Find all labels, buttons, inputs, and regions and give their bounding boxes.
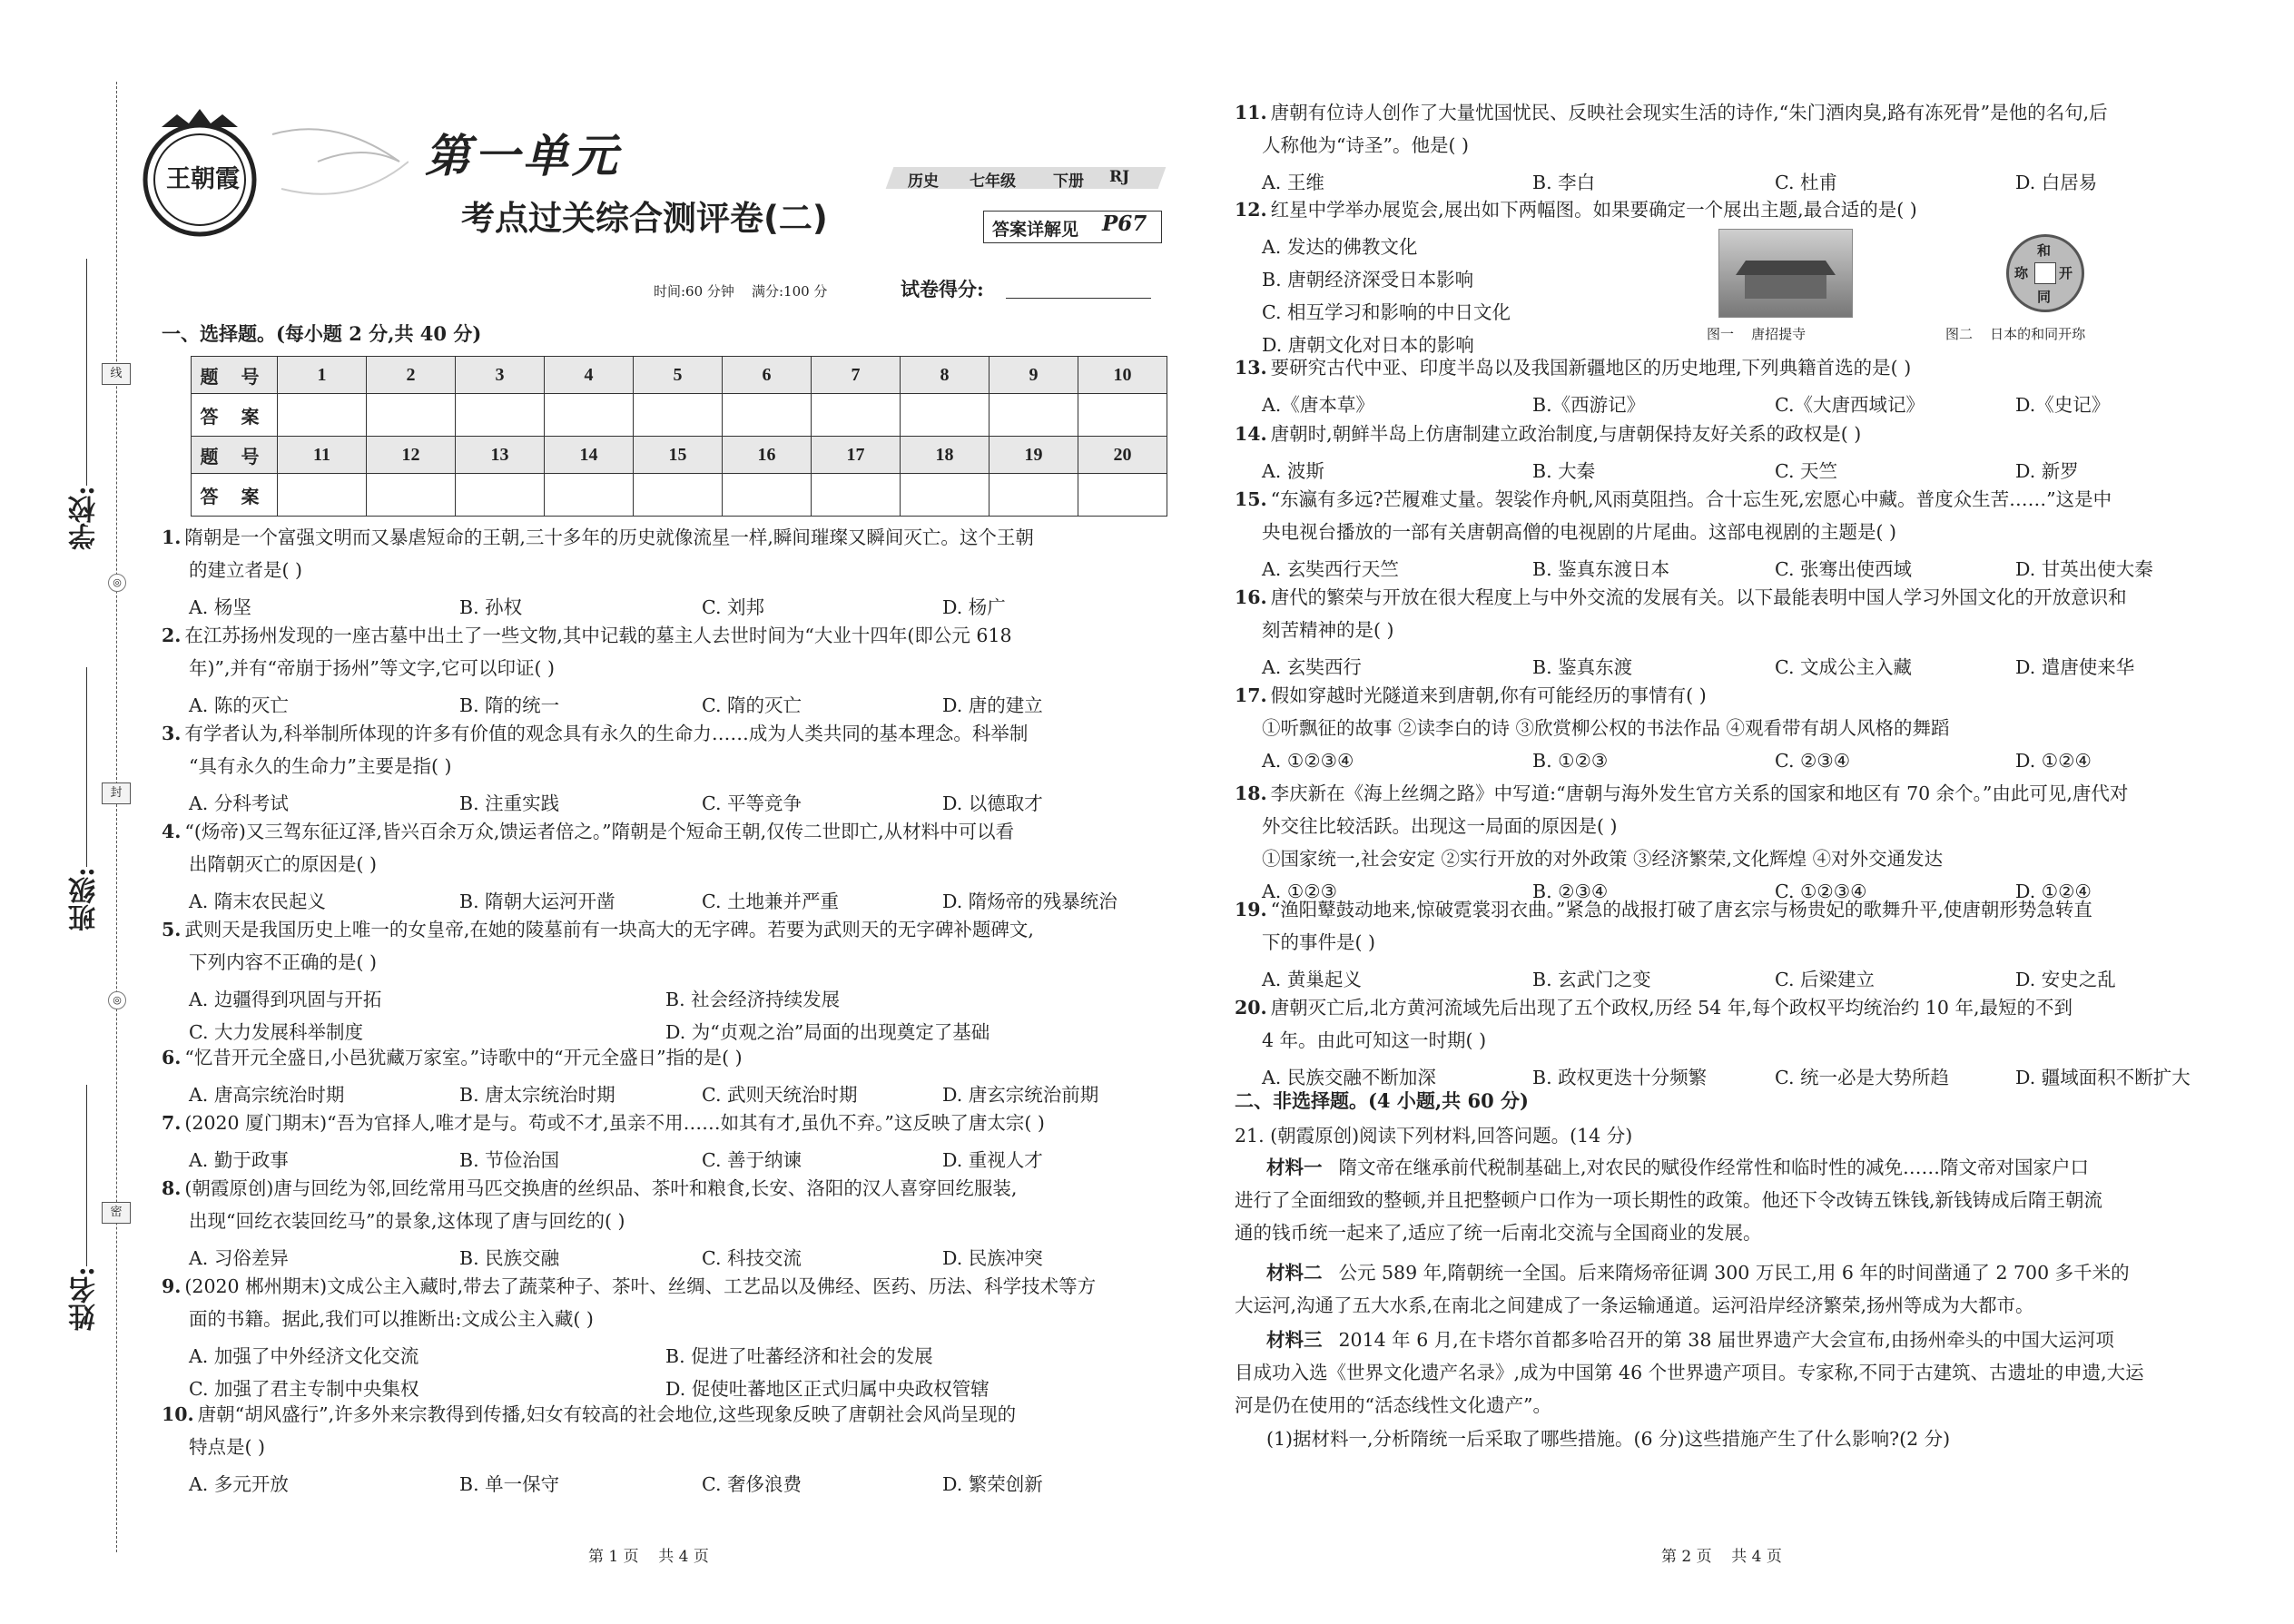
- answer-option[interactable]: B. ①②③: [1532, 750, 1609, 772]
- answer-option[interactable]: A. 唐高宗统治时期: [189, 1084, 345, 1106]
- class-label: 班级:: [69, 867, 101, 932]
- answer-option[interactable]: D. ①②④: [2015, 750, 2092, 772]
- question-stem: [162, 717, 1028, 750]
- section1-title: 一、选择题。(每小题 2 分,共 40 分): [162, 322, 482, 345]
- answer-option[interactable]: D. 安史之乱: [2015, 969, 2116, 990]
- grid-number: 10: [1078, 357, 1167, 394]
- answer-option[interactable]: D. 以德取才: [942, 792, 1043, 814]
- answer-option[interactable]: C. 杜甫: [1775, 172, 1837, 193]
- grid-number: 20: [1078, 437, 1167, 474]
- question-stem: [1235, 777, 2128, 810]
- tag-volume: 下册: [1053, 172, 1084, 191]
- grid-number: 6: [723, 357, 812, 394]
- answer-option[interactable]: A. 黄巢起义: [1262, 969, 1362, 990]
- score-blank[interactable]: [1006, 298, 1151, 299]
- question-text: 4 年。由此可知这一时期( ): [1262, 1029, 1487, 1051]
- material1-line: 隋文帝在继承前代税制基础上,对农民的赋役作经常性和临时性的减免……隋文帝对国家户口: [1338, 1156, 2090, 1178]
- grid-number: 2: [367, 357, 456, 394]
- coin-char: 同: [2037, 289, 2052, 305]
- answer-option[interactable]: A. 杨坚: [189, 596, 251, 618]
- question-text: (朝霞原创)唐与回纥为邻,回纥常用马匹交换唐的丝织品、茶叶和粮食,长安、洛阳的汉人喜穿回纥服装,: [184, 1177, 1018, 1199]
- answer-option[interactable]: A. 多元开放: [189, 1473, 289, 1495]
- answer-option[interactable]: C. 文成公主入藏: [1775, 656, 1912, 678]
- answer-option[interactable]: C. 统一必是大势所趋: [1775, 1067, 1949, 1088]
- question-text: (2020 郴州期末)文成公主入藏时,带去了蔬菜种子、茶叶、丝绸、工艺品以及佛经、医药、历法、科学技术等方: [184, 1275, 1097, 1297]
- answer-option[interactable]: C. 土地兼并严重: [702, 891, 839, 912]
- question-text: ①听飘征的故事 ②读李白的诗 ③欣赏柳公权的书法作品 ④观看带有胡人风格的舞蹈: [1262, 717, 1950, 739]
- wadokaichin-coin-icon: [2006, 234, 2084, 312]
- figure2-caption: 图二 日本的和同开珎: [1945, 326, 2086, 342]
- question-number: 13.: [1235, 357, 1267, 379]
- question-stem: [1235, 991, 2072, 1024]
- logo-text: 王朝霞: [166, 165, 240, 193]
- answer-option[interactable]: B. 政权更迭十分频繁: [1532, 1067, 1708, 1088]
- unit-title: 第一单元: [425, 130, 621, 182]
- tear-line: [116, 82, 117, 1552]
- answer-cell[interactable]: [456, 394, 545, 437]
- answer-option[interactable]: C. 张骞出使西域: [1775, 558, 1912, 580]
- score-label: 试卷得分:: [901, 278, 984, 300]
- answer-option[interactable]: C. 天竺: [1775, 460, 1837, 482]
- binding-clip-icon: ◎: [108, 991, 126, 1009]
- question-text: 唐代的繁荣与开放在很大程度上与中外交流的发展有关。以下最能表明中国人学习外国文化的开放意识和: [1270, 586, 2127, 608]
- q21-sub1: (1)据材料一,分析隋统一后采取了哪些措施。(6 分)这些措施产生了什么影响?(2 分): [1266, 1428, 1951, 1450]
- question-text: 唐朝有位诗人创作了大量忧国忧民、反映社会现实生活的诗作,“朱门酒肉臭,路有冻死骨”是他的名句,后: [1270, 102, 2108, 123]
- coin-char: 珎: [2014, 265, 2029, 281]
- tag-grade: 七年级: [970, 172, 1016, 191]
- question-stem: [1235, 483, 2112, 516]
- answer-option[interactable]: B. 促进了吐蕃经济和社会的发展: [665, 1345, 933, 1367]
- answer-option[interactable]: C. 善于纳谏: [702, 1149, 802, 1171]
- tag-subject: 历史: [908, 172, 939, 191]
- answer-option[interactable]: A. 分科考试: [189, 792, 289, 814]
- class-line: [86, 667, 87, 867]
- q21-intro: 21. (朝霞原创)阅读下列材料,回答问题。(14 分): [1235, 1125, 1633, 1147]
- grid-row-label: 题 号: [192, 437, 278, 474]
- seal-mark-line: 线: [102, 363, 131, 385]
- material2-line: 大运河,沟通了五大水系,在南北之间建成了一条运输通道。运河沿岸经济繁荣,扬州等成为大都市。: [1235, 1294, 2034, 1316]
- answer-option[interactable]: A. 波斯: [1262, 460, 1324, 482]
- answer-option[interactable]: A. 边疆得到巩固与开拓: [189, 989, 382, 1010]
- answer-option[interactable]: D. 唐的建立: [942, 694, 1043, 716]
- answer-option[interactable]: D. 疆域面积不断扩大: [2015, 1067, 2191, 1088]
- question-text: 唐朝“胡风盛行”,许多外来宗教得到传播,妇女有较高的社会地位,这些现象反映了唐朝社会风尚呈现的: [197, 1403, 1017, 1425]
- answer-option[interactable]: B. 注重实践: [459, 792, 560, 814]
- answer-option[interactable]: A. 民族交融不断加深: [1262, 1067, 1436, 1088]
- answer-option[interactable]: A. 玄奘西行: [1262, 656, 1362, 678]
- grid-number: 13: [456, 437, 545, 474]
- answer-option[interactable]: B. 唐朝经济深受日本影响: [1262, 269, 1474, 290]
- question-stem: [162, 521, 1034, 554]
- answer-option[interactable]: B. 民族交融: [459, 1247, 560, 1269]
- answer-cell[interactable]: [723, 474, 812, 517]
- answer-option[interactable]: B. 唐太宗统治时期: [459, 1084, 615, 1106]
- answer-cell[interactable]: [989, 474, 1078, 517]
- question-text: 外交往比较活跃。出现这一局面的原因是( ): [1262, 815, 1618, 837]
- answer-option[interactable]: B. 鉴真东渡: [1532, 656, 1633, 678]
- answer-grid: [191, 356, 1167, 517]
- answer-option[interactable]: D. ①②④: [2015, 881, 2092, 902]
- answer-cell[interactable]: [1078, 474, 1167, 517]
- answer-cell[interactable]: [812, 394, 901, 437]
- question-number: 1.: [162, 527, 182, 548]
- answer-option[interactable]: B. 隋朝大运河开凿: [459, 891, 615, 912]
- answer-option[interactable]: D. 唐朝文化对日本的影响: [1262, 334, 1474, 356]
- answer-option[interactable]: B. 社会经济持续发展: [665, 989, 841, 1010]
- question-stem: [1235, 679, 1707, 712]
- answer-option[interactable]: C.《大唐西域记》: [1775, 394, 1925, 416]
- question-stem: [162, 913, 1034, 946]
- grid-number: 11: [278, 437, 367, 474]
- grid-number: 16: [723, 437, 812, 474]
- name-line: [86, 1085, 87, 1266]
- section2-title: 二、非选择题。(4 小题,共 60 分): [1235, 1089, 1529, 1112]
- question-number: 4.: [162, 821, 182, 842]
- question-text: “东瀛有多远?芒履难丈量。袈裟作舟帆,风雨莫阻挡。合十忘生死,宏愿心中藏。普度众生苦……”这是中: [1270, 488, 2112, 510]
- answer-option[interactable]: D. 杨广: [942, 596, 1006, 618]
- question-text: 假如穿越时光隧道来到唐朝,你有可能经历的事情有( ): [1270, 684, 1707, 706]
- question-number: 5.: [162, 919, 182, 940]
- grid-number: 4: [545, 357, 634, 394]
- grid-answer-row: [192, 474, 1167, 517]
- question-text: 红星中学举办展览会,展出如下两幅图。如果要确定一个展出主题,最合适的是( ): [1270, 199, 1917, 221]
- grid-number: 9: [989, 357, 1078, 394]
- answer-cell[interactable]: [278, 474, 367, 517]
- answer-option[interactable]: D. 唐玄宗统治前期: [942, 1084, 1099, 1106]
- seal-mark-seal: 封: [102, 782, 131, 804]
- answer-option[interactable]: C. ①②③④: [1775, 881, 1867, 902]
- answer-option[interactable]: A. 勤于政事: [189, 1149, 289, 1171]
- tag-edition: RJ: [1109, 168, 1130, 186]
- answer-cell[interactable]: [812, 474, 901, 517]
- question-text: 年)”,并有“帝崩于扬州”等文字,它可以印证( ): [189, 657, 555, 679]
- question-stem: [162, 1041, 743, 1074]
- question-stem: [1235, 893, 2092, 926]
- answer-option[interactable]: A. 发达的佛教文化: [1262, 236, 1418, 258]
- question-text: 出现“回纥衣装回纥马”的景象,这体现了唐与回纥的( ): [189, 1210, 625, 1232]
- grid-row-label: 答 案: [192, 474, 278, 517]
- question-number: 18.: [1235, 782, 1267, 804]
- answer-option[interactable]: A. 玄奘西行天竺: [1262, 558, 1399, 580]
- answer-option[interactable]: C. 武则天统治时期: [702, 1084, 858, 1106]
- answer-option[interactable]: B.《西游记》: [1532, 394, 1646, 416]
- question-number: 19.: [1235, 899, 1267, 920]
- question-number: 6.: [162, 1047, 182, 1068]
- question-number: 9.: [162, 1275, 182, 1297]
- answer-cell[interactable]: [456, 474, 545, 517]
- binding-clip-icon: ◎: [108, 574, 126, 592]
- question-number: 7.: [162, 1112, 182, 1134]
- answer-option[interactable]: A. ①②③: [1262, 881, 1337, 902]
- page-number-left: 第 1 页 共 4 页: [588, 1548, 709, 1566]
- answer-cell[interactable]: [901, 394, 989, 437]
- grid-number: 7: [812, 357, 901, 394]
- answer-cell[interactable]: [367, 474, 456, 517]
- answer-cell[interactable]: [545, 394, 634, 437]
- answer-cell[interactable]: [545, 474, 634, 517]
- grid-row-label: 答 案: [192, 394, 278, 437]
- material3-line: 河是仍在使用的“活态线性文化遗产”。: [1235, 1394, 1551, 1416]
- grid-number: 15: [634, 437, 723, 474]
- question-text: “忆昔开元全盛日,小邑犹藏万家室。”诗歌中的“开元全盛日”指的是( ): [184, 1047, 743, 1068]
- question-number: 11.: [1235, 102, 1267, 123]
- question-number: 15.: [1235, 488, 1267, 510]
- answer-option[interactable]: D. 为“贞观之治”局面的出现奠定了基础: [665, 1021, 990, 1043]
- question-text: 下的事件是( ): [1262, 931, 1376, 953]
- question-text: 隋朝是一个富强文明而又暴虐短命的王朝,三十多年的历史就像流星一样,瞬间璀璨又瞬间灭亡。这个王朝: [184, 527, 1034, 548]
- answer-option[interactable]: A. 加强了中外经济文化交流: [189, 1345, 419, 1367]
- question-text: ①国家统一,社会安定 ②实行开放的对外政策 ③经济繁荣,文化辉煌 ④对外交通发达: [1262, 848, 1944, 870]
- question-number: 2.: [162, 625, 182, 646]
- grid-number: 17: [812, 437, 901, 474]
- answer-option[interactable]: C. 加强了君主专制中央集权: [189, 1378, 419, 1400]
- material3-line: 目成功入选《世界文化遗产名录》,成为中国第 46 个世界遗产项目。专家称,不同于古建筑、古遗址的申遗,大运: [1235, 1362, 2144, 1383]
- exam-title: 考点过关综合测评卷(二): [461, 199, 828, 238]
- question-stem: [1235, 193, 1917, 226]
- grid-number: 5: [634, 357, 723, 394]
- question-number: 12.: [1235, 199, 1267, 221]
- answer-option[interactable]: B. 孙权: [459, 596, 523, 618]
- answer-option[interactable]: C. 平等竞争: [702, 792, 802, 814]
- question-text: 央电视台播放的一部有关唐朝高僧的电视剧的片尾曲。这部电视剧的主题是( ): [1262, 521, 1897, 543]
- question-stem: [162, 619, 1012, 652]
- answer-option[interactable]: D. 民族冲突: [942, 1247, 1043, 1269]
- question-text: 在江苏扬州发现的一座古墓中出土了一些文物,其中记载的墓主人去世时间为“大业十四年(即公元 618: [184, 625, 1012, 646]
- question-text: 武则天是我国历史上唯一的女皇帝,在她的陵墓前有一块高大的无字碑。若要为武则天的无字碑补题碑文,: [184, 919, 1034, 940]
- answer-option[interactable]: D. 甘英出使大秦: [2015, 558, 2153, 580]
- answer-option[interactable]: D. 重视人才: [942, 1149, 1043, 1171]
- answer-ref-page: P67: [1102, 212, 1147, 236]
- answer-option[interactable]: D. 促使吐蕃地区正式归属中央政权管辖: [665, 1378, 989, 1400]
- question-number: 10.: [162, 1403, 194, 1425]
- school-label: 学校:: [69, 486, 101, 551]
- question-number: 16.: [1235, 586, 1267, 608]
- question-stem: [162, 1398, 1016, 1431]
- answer-cell[interactable]: [901, 474, 989, 517]
- answer-option[interactable]: A. ①②③④: [1262, 750, 1354, 772]
- coin-char: 开: [2059, 265, 2073, 281]
- answer-option[interactable]: C. 科技交流: [702, 1247, 802, 1269]
- answer-option[interactable]: B. 大秦: [1532, 460, 1596, 482]
- grid-number-row: [192, 437, 1167, 474]
- question-number: 14.: [1235, 423, 1267, 445]
- answer-option[interactable]: A. 陈的灭亡: [189, 694, 289, 716]
- answer-cell[interactable]: [278, 394, 367, 437]
- school-line: [86, 259, 87, 486]
- answer-option[interactable]: A. 习俗差异: [189, 1247, 289, 1269]
- answer-option[interactable]: C. 大力发展科举制度: [189, 1021, 363, 1043]
- question-text: 要研究古代中亚、印度半岛以及我国新疆地区的历史地理,下列典籍首选的是( ): [1270, 357, 1912, 379]
- question-text: 有学者认为,科举制所体现的许多有价值的观念具有永久的生命力……成为人类共同的基本理念。科举制: [184, 723, 1029, 744]
- material2-line: 公元 589 年,隋朝统一全国。后来隋炀帝征调 300 万民工,用 6 年的时间凿通了 2 700 多千米的: [1338, 1262, 2130, 1284]
- answer-option[interactable]: D. 白居易: [2015, 172, 2098, 193]
- answer-ref-label: 答案详解见: [992, 220, 1079, 240]
- question-number: 20.: [1235, 997, 1267, 1019]
- grid-number: 12: [367, 437, 456, 474]
- answer-option[interactable]: D. 隋炀帝的残暴统治: [942, 891, 1117, 912]
- answer-cell[interactable]: [367, 394, 456, 437]
- grid-number: 14: [545, 437, 634, 474]
- answer-option[interactable]: A. 隋末农民起义: [189, 891, 326, 912]
- answer-option[interactable]: D. 繁荣创新: [942, 1473, 1043, 1495]
- answer-cell[interactable]: [1078, 394, 1167, 437]
- answer-option[interactable]: C. 隋的灭亡: [702, 694, 802, 716]
- answer-option[interactable]: B. 玄武门之变: [1532, 969, 1651, 990]
- seal-mark-secret: 密: [102, 1202, 131, 1224]
- grid-row-label: 题 号: [192, 357, 278, 394]
- answer-option[interactable]: A.《唐本草》: [1262, 394, 1374, 416]
- grid-number: 8: [901, 357, 989, 394]
- answer-option[interactable]: C. 后梁建立: [1775, 969, 1875, 990]
- question-stem: [162, 1270, 1096, 1303]
- question-stem: [1235, 351, 1911, 384]
- grid-number: 3: [456, 357, 545, 394]
- answer-cell[interactable]: [634, 474, 723, 517]
- answer-option[interactable]: B. 李白: [1532, 172, 1596, 193]
- answer-option[interactable]: A. 王维: [1262, 172, 1324, 193]
- material1-line: 进行了全面细致的整顿,并且把整顿户口作为一项长期性的政策。他还下令改铸五铢钱,新钱铸成后隋王朝流: [1235, 1189, 2103, 1211]
- question-text: 人称他为“诗圣”。他是( ): [1262, 134, 1469, 156]
- question-number: 3.: [162, 723, 182, 744]
- answer-cell[interactable]: [989, 394, 1078, 437]
- question-text: “具有永久的生命力”主要是指( ): [189, 755, 452, 777]
- question-text: 下列内容不正确的是( ): [189, 951, 378, 973]
- question-text: “渔阳鼙鼓动地来,惊破霓裳羽衣曲。”紧急的战报打破了唐玄宗与杨贵妃的歌舞升平,使唐朝形势急转直: [1270, 899, 2092, 920]
- toshodaiji-temple-image: [1718, 229, 1853, 318]
- answer-option[interactable]: D. 遣唐使来华: [2015, 656, 2135, 678]
- answer-option[interactable]: D.《史记》: [2015, 394, 2111, 416]
- grid-number: 1: [278, 357, 367, 394]
- question-text: 特点是( ): [189, 1436, 266, 1458]
- material3-label: 材料三: [1266, 1329, 1323, 1351]
- answer-option[interactable]: C. 刘邦: [702, 596, 764, 618]
- question-text: 的建立者是( ): [189, 559, 303, 581]
- answer-option[interactable]: B. 隋的统一: [459, 694, 560, 716]
- answer-option[interactable]: B. 节俭治国: [459, 1149, 560, 1171]
- answer-option[interactable]: C. ②③④: [1775, 750, 1851, 772]
- question-stem: [1235, 581, 2127, 614]
- material3-line: 2014 年 6 月,在卡塔尔首都多哈召开的第 38 届世界遗产大会宣布,由扬州牵头的中国大运河项: [1338, 1329, 2114, 1351]
- question-text: 李庆新在《海上丝绸之路》中写道:“唐朝与海外发生官方关系的国家和地区有 70 余个。”由此可见,唐代对: [1270, 782, 2129, 804]
- coin-char: 和: [2037, 242, 2052, 259]
- time-info: 时间:60 分钟 满分:100 分: [654, 283, 828, 300]
- material1-label: 材料一: [1266, 1156, 1323, 1178]
- answer-option[interactable]: D. 新罗: [2015, 460, 2079, 482]
- grid-answer-row: [192, 394, 1167, 437]
- question-text: 刻苦精神的是( ): [1262, 619, 1394, 641]
- question-text: 面的书籍。据此,我们可以推断出:文成公主入藏( ): [189, 1308, 594, 1330]
- grid-number: 18: [901, 437, 989, 474]
- answer-option[interactable]: C. 相互学习和影响的中日文化: [1262, 301, 1511, 323]
- grid-number-row: [192, 357, 1167, 394]
- question-text: 出隋朝灭亡的原因是( ): [189, 853, 378, 875]
- question-text: (2020 厦门期末)“吾为官择人,唯才是与。苟或不才,虽亲不用……如其有才,虽仇不弃。”这反映了唐太宗( ): [184, 1112, 1045, 1134]
- question-stem: [162, 815, 1014, 848]
- grid-number: 19: [989, 437, 1078, 474]
- name-label: 姓名:: [69, 1266, 101, 1332]
- question-stem: [1235, 418, 1861, 450]
- answer-option[interactable]: B. 单一保守: [459, 1473, 560, 1495]
- question-text: 唐朝时,朝鲜半岛上仿唐制建立政治制度,与唐朝保持友好关系的政权是( ): [1270, 423, 1862, 445]
- answer-option[interactable]: B. ②③④: [1532, 881, 1609, 902]
- answer-option[interactable]: B. 鉴真东渡日本: [1532, 558, 1670, 580]
- question-stem: [1235, 96, 2108, 129]
- answer-cell[interactable]: [634, 394, 723, 437]
- question-stem: [162, 1172, 1017, 1205]
- answer-option[interactable]: C. 奢侈浪费: [702, 1473, 802, 1495]
- question-number: 8.: [162, 1177, 182, 1199]
- question-text: “(炀帝)又三驾东征辽泽,皆兴百余万众,馈运者倍之。”隋朝是个短命王朝,仅传二世即亡,从材料中可以看: [184, 821, 1015, 842]
- question-number: 17.: [1235, 684, 1267, 706]
- question-text: 唐朝灭亡后,北方黄河流域先后出现了五个政权,历经 54 年,每个政权平均统治约 10 年,最短的不到: [1270, 997, 2072, 1019]
- question-stem: [162, 1107, 1045, 1139]
- material2-label: 材料二: [1266, 1262, 1323, 1284]
- material1-line: 通的钱币统一起来了,适应了统一后南北交流与全国商业的发展。: [1235, 1222, 1762, 1244]
- figure1-caption: 图一 唐招提寺: [1707, 326, 1807, 342]
- page-number-right: 第 2 页 共 4 页: [1661, 1548, 1782, 1566]
- answer-cell[interactable]: [723, 394, 812, 437]
